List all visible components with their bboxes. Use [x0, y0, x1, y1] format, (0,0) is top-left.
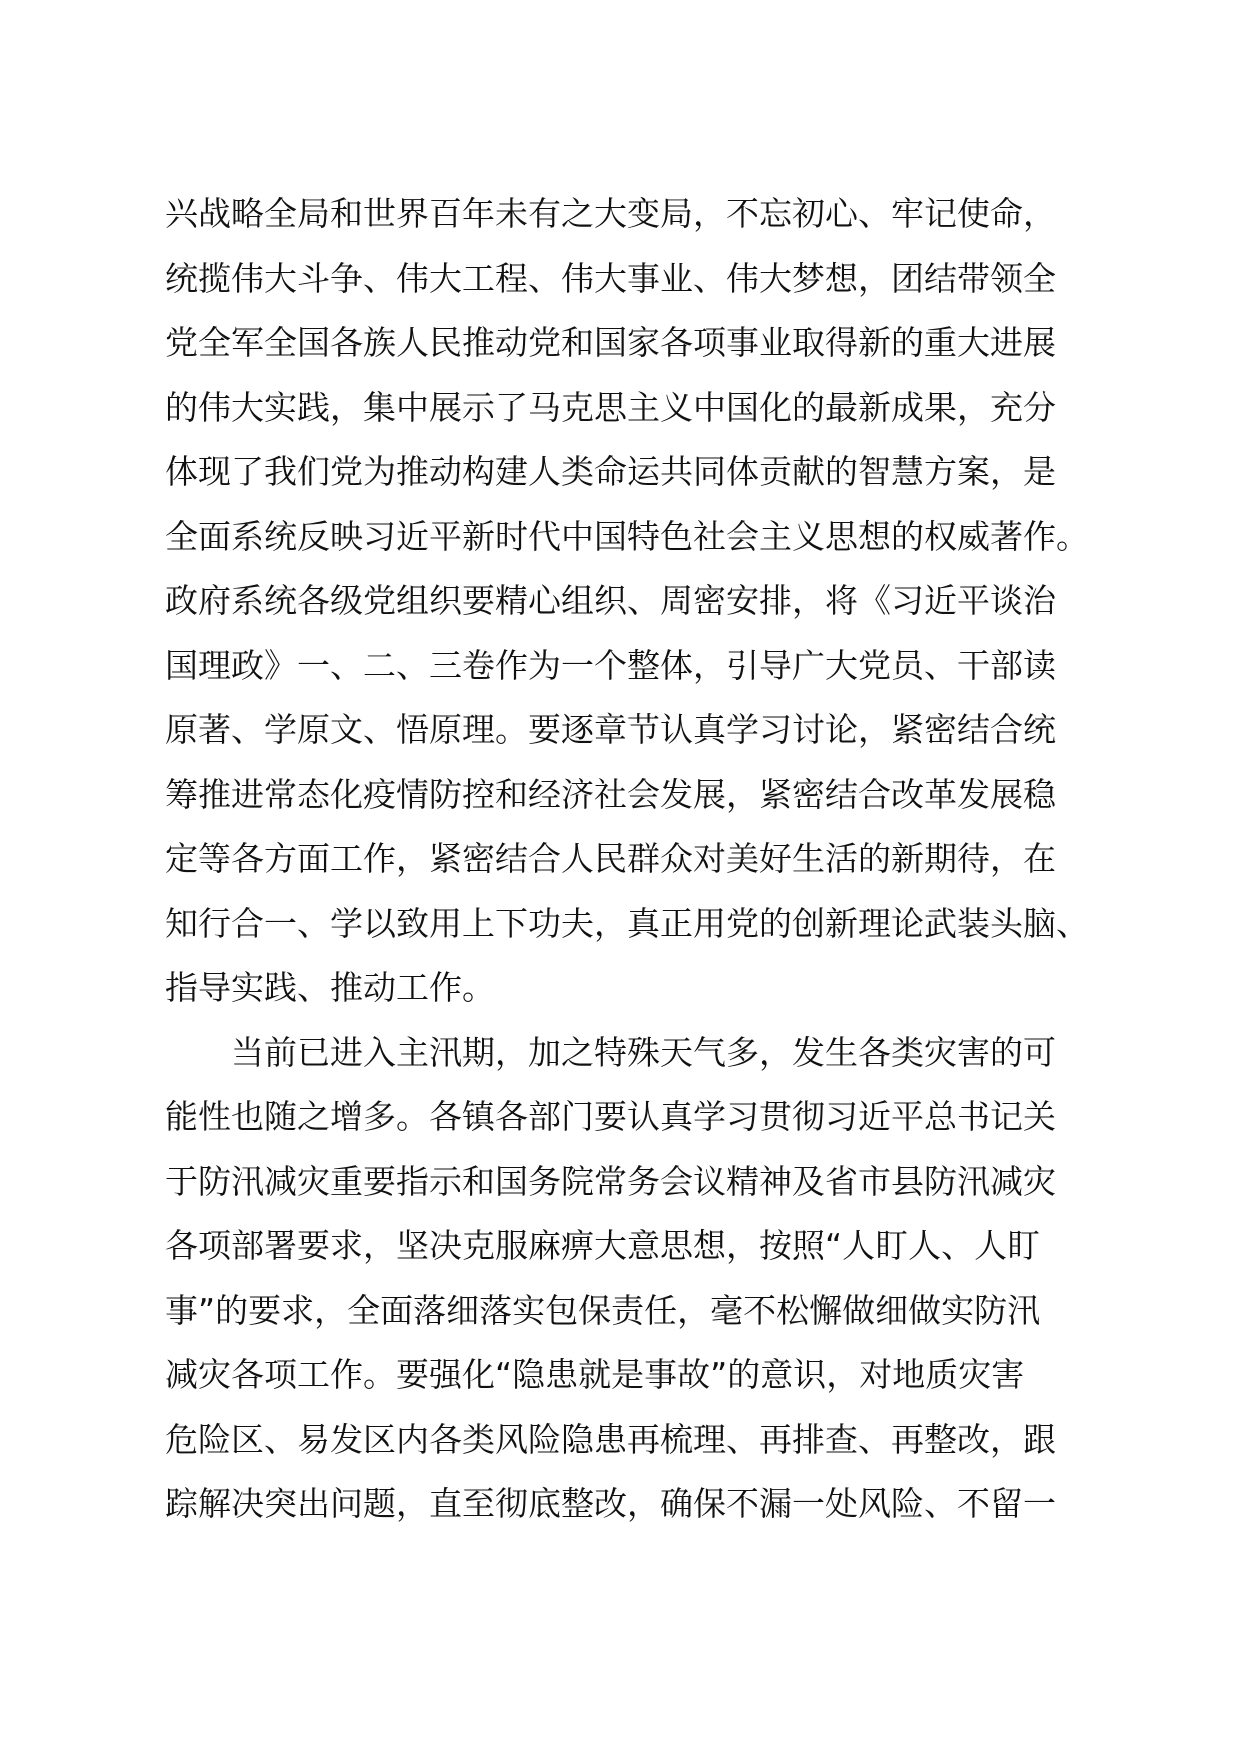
text-line-12: 知行合一、学以致用上下功夫，真正用党的创新理论武装头脑、 — [165, 903, 1089, 943]
text-line-18: 事”的要求，全面落细落实包保责任，毫不松懈做细做实防汛 — [165, 1290, 1041, 1330]
text-line-3: 党全军全国各族人民推动党和国家各项事业取得新的重大进展 — [165, 323, 1056, 362]
text-line-16: 于防汛减灾重要指示和国务院常务会议精神及省市县防汛减灾 — [165, 1161, 1056, 1201]
text-line-20: 危险区、易发区内各类风险隐患再梳理、再排查、再整改，跟 — [165, 1419, 1056, 1459]
text-line-11: 定等各方面工作，紧密结合人民群众对美好生活的新期待，在 — [165, 839, 1056, 878]
text-line-5: 体现了我们党为推动构建人类命运共同体贡献的智慧方案，是 — [165, 452, 1056, 491]
text-line-10: 筹推进常态化疫情防控和经济社会发展，紧密结合改革发展稳 — [165, 774, 1056, 814]
text-line-2: 统揽伟大斗争、伟大工程、伟大事业、伟大梦想，团结带领全 — [165, 258, 1056, 298]
text-line-14: 当前已进入主汛期，加之特殊天气多，发生各类灾害的可 — [231, 1032, 1056, 1072]
text-line-1: 兴战略全局和世界百年未有之大变局，不忘初心、牢记使命， — [165, 194, 1056, 233]
body-text — [165, 182, 1105, 1537]
text-line-21: 踪解决突出问题，直至彻底整改，确保不漏一处风险、不留一 — [165, 1484, 1056, 1523]
text-line-6: 全面系统反映习近平新时代中国特色社会主义思想的权威著作。 — [165, 516, 1089, 556]
text-line-19: 减灾各项工作。要强化“隐患就是事故”的意识，对地质灾害 — [165, 1355, 1025, 1394]
text-line-17: 各项部署要求，坚决克服麻痹大意思想，按照“人盯人、人盯 — [165, 1226, 1041, 1265]
text-line-4: 的伟大实践，集中展示了马克思主义中国化的最新成果，充分 — [165, 387, 1056, 427]
text-line-7: 政府系统各级党组织要精心组织、周密安排，将《习近平谈治 — [165, 581, 1056, 620]
text-line-8: 国理政》一、二、三卷作为一个整体，引导广大党员、干部读 — [165, 645, 1056, 685]
text-line-15: 能性也随之增多。各镇各部门要认真学习贯彻习近平总书记关 — [165, 1097, 1056, 1136]
text-line-9: 原著、学原文、悟原理。要逐章节认真学习讨论，紧密结合统 — [165, 710, 1056, 749]
text-line-13: 指导实践、推动工作。 — [165, 968, 495, 1007]
